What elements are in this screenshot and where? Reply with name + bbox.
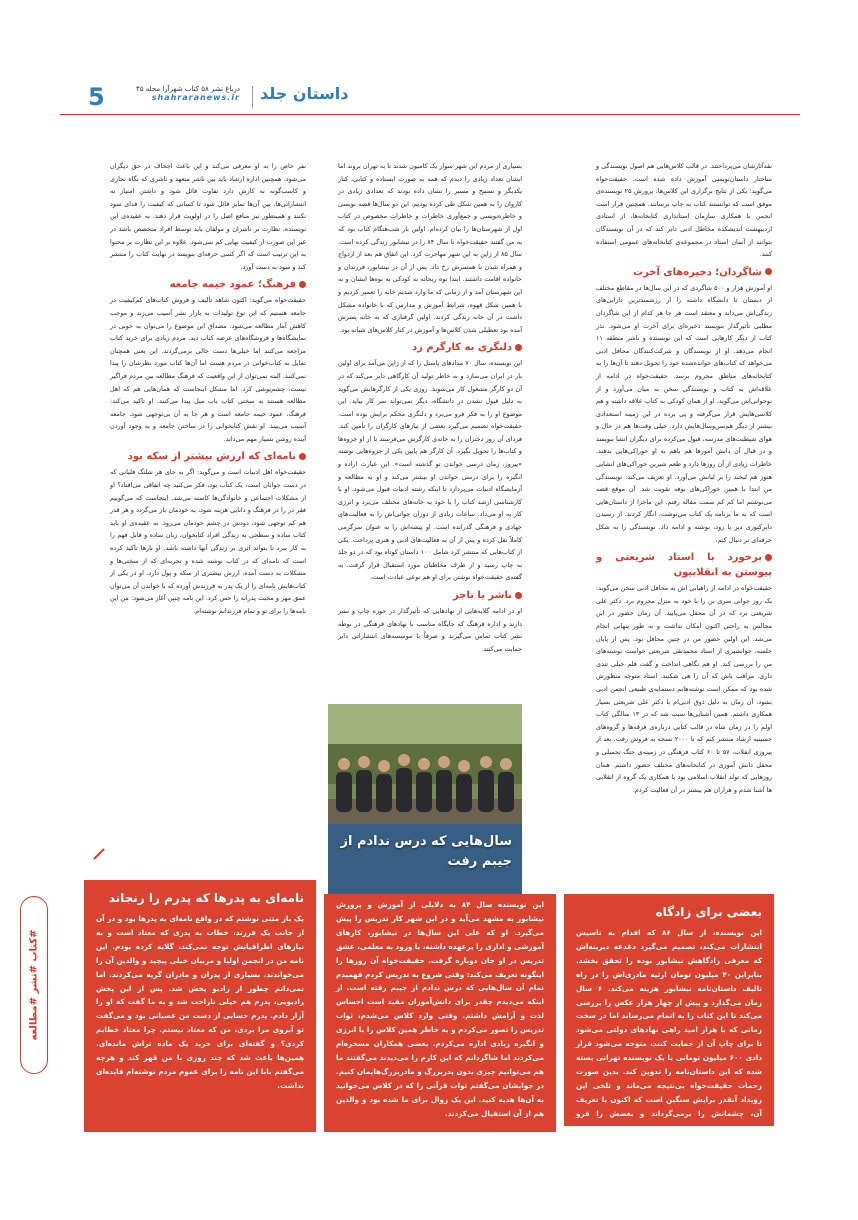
bullet-icon	[765, 554, 772, 561]
subheading: ناشر یا تاجر	[338, 588, 522, 603]
photo-caption: سال‌هایی که درس ندادم از جیبم رفت	[340, 834, 512, 869]
subheading: دلنگری به کارگرم زد	[338, 340, 522, 355]
publication-info	[120, 85, 240, 102]
header-divider	[252, 86, 253, 108]
paragraph: حقیقت‌خواه در ادامه از راهیابی اش به محافل ادبی سخن می‌گوید: یک روز جوانی سری بن را با خود به منزل محروم برد. دکتر علی شریعتی برد که در آن محفل می‌پایید. آن زمان حضور در این مجالس به راحتی اکنون امکان نداشت و به طور پنهانی انجام می‌شد. این اولین حضور من در چنین محافل بود. پس از پایان جلسه، جوانشیری از استاد محمدتقی شریعتی خواست نوشته‌های من را بررسی کند. او هم نگاهی انداخت و گفت قلم خیلی تندی داری. مراقب باش که آن را هی شکنند. استاد متوجه منظورش شده بود که ممکن است نوشته‌هایم دستمایه‌ی طبیعی انجمن ادبی بشود. آن زمان به دلیل ذوق ادبی‌ام با دکتر علی شریعتی بسیار همکاری داشتم. همین آشنایی‌ها سبب شد که در ۱۳ سالگی کتاب اولم را در زمان شاه در قالب کتابی درباره‌ی فرقه‌ها و گروه‌های حسینیه ارشاد منتشر کنم که تا ۲۰۰۰ نسخه به فروش رفت. بعد از پیروزی انقلاب، ۵۷ تا ۶۰ کتاب فرهنگی در زمینه‌ی جنگ تحمیلی و محفل دانش آموزی در کتابخانه‌های مختلف حضور داشتم. همان روزهایی که تولد انقلاب اسلامی بود با همکاری یک گروه از انقلابی ها آشنا شدم و هزاران هم بیشتر در آن فعالیت کردم.	[596, 584, 772, 794]
website-link[interactable]: shahraranews.ir	[151, 93, 240, 102]
article-column-1	[596, 160, 772, 796]
page-number: 5	[88, 83, 105, 111]
sidebar-box-hometown	[564, 894, 774, 1132]
paragraph: او آموزش هزار و ۵۰۰ شاگردی که در این سال‌ها در مقاطع مختلف از دبستان تا دانشگاه داشته را از رزشمندترین دارایی‌های زندگی‌اش می‌داند و معتقد است هر جا هر کدام از این شاگردان مطلبی تأثیرگذار بنویسند ذخیره‌ای برای آخرت او می‌شود. نذر کتاب از دیگر کارهایی است که این نویسنده و ناشر منطقه ۱۱ انجام می‌دهد. او از نویسندگان و شرکت‌کنندگان محافل ادبی می‌خواهد که کتاب‌های خوانده‌شده خود را تحویل دهند تا آن‌ها را به کتابخانه‌های مناطق محروم برسد. حقیقت‌خواه در ادامه از علاقه‌اش به کتاب و نویسندگی سخن به میان می‌آورد و از نوجوانی‌اش می‌گوید. او از همان کودکی به کتاب علاقه داشته و هم کلاسی‌هایش قرار می‌گرفته و پی برده در این زمینه استعدادی بیشتر از دیگر هم‌سن‌وسال‌هایش دارد. خیلی وقت‌ها هم در حال و هوای شیطنت‌های مدرسه، قبول می‌کرده برای دیگران انشا بنویسد و در قبال آن دانش آموزها هم با‌هم به او خوراکی‌هایی بدهند. خاطرات زیادی از آن روزها دارد و طعم شیرین خوراکی‌های انشایی هنوز هم لبخند را بر لبانش می‌آورد. او تعریف می‌کند: نویسندگی من ابتدا با همین خوراکی‌های بوفه تقویت شد. آن موقع قصه می‌نوشتم اما کم کم سمت مقاله رفتم. این ماجرا از داستان‌هایی است که به ما برنامه یک کتاب می‌نوشت. انگار کردند. از رسیدن دایرکتوری دیر یا زود، نوشته و ادامه داد. نویسندگی را به شکل حرفه‌ای تر دنبال کنم.	[596, 283, 773, 544]
page-header	[60, 78, 800, 115]
sidebar-box-teaching	[324, 894, 556, 1132]
sidebar-box-letter	[84, 880, 316, 1132]
box-text: این نویسنده، از سال ۸۶ که اقدام به تاسیس انتشارات می‌کند، تصمیم می‌گیرد دغدغه دیرینه‌اش که معرفی زادگاهش نیشابور بوده را تحقق بخشد. بنابراین ۴۰ میلیون تومان ارثیه مادری‌اش را در راه تالیف داستان‌نامه نیشابور هزینه می‌کند. ۶ سال زمان می‌گذارد و پیش از چهار هزار عکس را بررسی می‌کند تا این کتاب را به اتمام می‌رساند اما در سخت زمانی که با هزار امید راهی نهادهای دولتی می‌شود تا برای چاپ آن از حمایت کنند، متوجه می‌شود قرار دادی ۶۰۰ میلیون تومانی با یک نویسنده تهرانی بسته شده که این داستان‌نامه را تدوین کند. بدین صورت زحمات حقیقت‌خواه بی‌نتیجه می‌ماند و تلخی این رویداد آنقدر برایش سنگین است که اکنون با تعریف آن، چشمانش را برمی‌گرداند و بغضش را فرو می‌خورد.	[576, 928, 762, 1132]
bullet-icon	[299, 281, 306, 288]
box-title: بعضی برای زادگاه	[655, 905, 762, 919]
subheading: شاگردان؛ ذخیره‌های آخرت	[596, 265, 772, 280]
article-column-3	[110, 160, 306, 618]
article-column-2	[338, 160, 522, 655]
bullet-icon	[515, 592, 522, 599]
bullet-icon	[765, 268, 772, 275]
paragraph: نقدآثارشان می‌پرداختند. در قالب کلاس‌هایی هم اصول نویسندگی و ساختار داستان‌نویسی آموزش داده شده است. حقیقت‌خواه می‌گوید: یکی از نتایج برگزاری این کلاس‌ها، پرورش ۲۵ نویسنده‌ی موفق است که توانستند کتاب به چاپ برسانند. همچنین قرار است انجمن با همکاری سازمان استانداری کتابخانه‌ها، از استادی اردیبهشت اندیشکده مخاطل ادبی دایر کند که در آن نویسندگان بتوانند از آسان استاد در مجموعه‌ی کتابخانه‌های عمومی استفاده کنند.	[596, 162, 772, 259]
hashtag-tag: #کتاب #نشر #مطالعه	[20, 896, 48, 1074]
paragraph: این نویسنده، سال ۷۰ مدادهای پاستل را که از ژاپن می‌آمد برای اولین بار در ایران می‌سازد و به خاطر تولید آن کارگاهی دایر می‌کند که در آن دو کارگر مشغول کار می‌شوند. روزی یکی از کارگرهایش می‌گوید به دلیل قبول نشدن در دانشگاه، دیگر نمی‌تواند سر کار بیاید. این موضوع او را به فکر فرو می‌برد و دلنگری محکم برایش بوده است. حقیقت‌خواه تصمیم می‌گیرد بعضی از نیازهای کارگران را تأمین کند. فردای آن روز دختران را به خانه‌ی کارگرش می‌فرستد تا از او جزوه‌ها و کتاب‌ها را تحویل بگیرد. آن کارگر هم پایین یکی از جزوه‌هایی نوشته «پیروز، زمان درسی خواندن تو گذشته است». این عبارت اراده و انگیزه را برای درسی خواندن او بیشتر می‌کند و او به مطالعه و آزمایشگاه ادبیات می‌پردازد تا اینکه رشته ادبیات قبول می‌شود. او با کارشناسی ارشد کتاب را با خود به خانه‌های مختلف می‌برد و انرژی کار به او می‌داد. ساعات زیادی از دوران جوانی‌اش را به فعالیت‌های جهادی و فرهنگی گذرانده است. او پیشه‌اش را به عنوان سرگرمی کاملاً نقل کرده و پس از آن به فعالیت‌های ادبی و هنری پرداخت. یکی از کتاب‌هایی که منتشر کرد شامل ۱۰۰ داستان کوتاه بود که در دو جلد به چاپ رسید و از طرف مخاطبان مورد استقبال قرار گرفت. به گفته‌ی حقیقت‌خواه نوشتن برای او هم نوعی عبادت است.	[338, 359, 522, 582]
box-text: این نویسنده سال ۸۴ به دلایلی از آموزش و پرورش نیشابور به مشهد می‌آید و در این شهر کار تدریس را پیش می‌گیرد. او که علی این سال‌ها در نیشابور، کارهای آموزشی و اداری را برعهده داشته، با ورود به معلمی، عشق تدریس در او جان دوباره گرفت. حقیقت‌خواه آن روزها را اینگونه تعریف می‌کند: وقتی شروع به تدریس کردم فهمیدم تمام آن سال‌هایی که درس ندادم از جیبم رفته است. از اینکه می‌دیدم چقدر برای دانش‌آموزان مفید است احساس لذت و آرامش داشتم. وقتی وارد کلاس می‌شدم، ثواب تدریس را تصور می‌کردم و به خاطر همین کلاس را با انرژی و انگیزه زیادی اداره می‌کردم. بعضی همکاران مسخره‌ام می‌کردند اما شاگردانم که این کارم را می‌دیدند می‌گفتند ما هم می‌توانیم چیزی بدون پدربزرگ و مادربزرگ‌هایمان کنیم. در جوابشان می‌گفتم ثواب قرآنی را که در کلاس می‌خوانید به آن‌ها هدیه کنید. این یک روال برای ما شده بود و والدین هم از آن استقبال می‌کردند.	[336, 900, 544, 1118]
paragraph: حقیقت‌خواه می‌گوید: اکنون شاهد تألیف و فروش کتاب‌های کم‌کیفیت در جامعه هستیم که این نوع تولیدات به بازار نشر آسیب می‌زند و موجب کاهش آمار مطالعه می‌شود. مصداق این موضوع را می‌توان به خوبی در نمایشگاه‌ها و فروشگاه‌های عرضه کتاب دید. مردم زیادی برای خرید کتاب مراجعه می‌کنند اما خیلی‌ها دست خالی برمی‌گردند. این یعنی همچنان تمایل به کتاب‌خوانی در مردم هست اما آن‌ها کتاب مورد نظرشان را پیدا نمی‌کنند. البته نمی‌توان از این واقعیت که فرهنگ مطالعه بین مردم فراگیر نیست، چشم‌پوشی کرد. اما مشکل اینجاست که همان‌هایی هم که اهل مطالعه هستند به سختی کتاب باب میل پیدا می‌کنند. او تاکید می‌کند: فرهنگ، عمود خیمه جامعه است و هر جا به آن بی‌توجهی شود، جامعه آسیب می‌بیند. او نقش کتابخوانی را در ساختن جامعه و به وجود آوردن آینده روشن بسیار مهم می‌داند.	[110, 296, 306, 443]
subheading: برخورد با استاد شریعتی و پیوستن به انقلابیون	[596, 552, 772, 579]
bullet-icon	[299, 453, 306, 460]
top-margin	[0, 0, 858, 52]
subheading: فرهنگ؛ عمود خیمه جامعه	[110, 277, 306, 292]
end-mark-icon	[92, 848, 106, 860]
bullet-icon	[515, 344, 522, 351]
box-title: نامه‌ای به پدرها که پدرم را رنجاند	[108, 891, 304, 905]
section-title: داستان جلد	[260, 84, 349, 103]
box-text: یک بار متنی نوشتم که در واقع نامه‌ای به پدرها بود و در آن از جانب یک فرزند، خطاب به پدری که معتاد است و به نیازهای اطرافیانش توجه نمی‌کند، گلایه کرده بودم. این نامه من در انجمن اولیا و مربیان خیلی پیچید و والدین آن را می‌خواندند. بسیاری از پدران و مادران گریه می‌کردند. اما نمی‌دانم چطور از راديو پخش شد. پس از این پخش رادیویی، پدرم هم خیلی ناراحت شد و به ما گفت که او را آزار دادم. پدرم حسابی از دست من عصبانی بود و می‌گفت تو آبروی مرا بردی، من که معتاد نیستم. چرا معتاد خطابم کردی؟ و گفته‌ای برای خرید یک ماده تراش مانده‌ای. همین‌ها باعث شد که چند روزی با من قهر کند و هرچه می‌گفتم بابا این نامه را برای عموم مردم نوشته‌ام فایده‌ای نداشت.	[96, 914, 304, 1090]
subheading: نامه‌ای که ارزش بیشتر از سکه بود	[110, 449, 306, 464]
paragraph: نفر خاص را به او معرفی می‌کند و این باعث اجحاف در حق دیگران می‌شود. همچنین اداره ارشاد باید بین ناشر متعهد و ناشری که نگاه تجاری و کاسب‌گونه به کارش دارد تفاوت قائل شود و داشتن امتیاز به انتشاراتی‌ها، بین آن‌ها تمایز قائل شود تا کسانی که کیفیت را فدای سود نکنند و همینطور نیز منافع اصل را در اولویت قرار دهند. به عقیده‌ی این نویسنده، نظارت بر ناشران و مولفان باید توسط افراد متخصص باشد در غیر این صورت از کیفیت نهایی کم نمی‌شود. علاوه بر این نظارت بر محتوا به این ترتیب است که اگر کسی حرفه‌ای بنویسد در نهایت کتاب را منتشر کند و سود به دست آورد.	[110, 162, 306, 271]
paragraph: حقیقت‌خواه اهل ادبیات است و می‌گوید: اگر به جای هر شلنگ قلیانی که در دست جوانان است، یک کتاب بود، فکر می‌کنید چه اتفاقی می‌افتاد؟ او از مشکلات اجتماعی و خانوادگی‌ها کاسته می‌شد. اینجاست که می‌گوییم فقر در را در فرهنگ و دانایی هزینه شود، به خودمان باز می‌گردد و هر قدر هم کم توجهی شود، دودش در چشم خودمان می‌رود. به عقیده‌ی او باید کتاب ساده و سطحی به زندگی افراد کتابخوان، زبان ساده و قابل فهم را به کار ببرد تا بتواند اثری بر زندگی آنها داشته باشد. او بارها تأکید کرده است که نامه‌ای که در کتاب نوشته شده و تجربه‌ای که از سختی‌ها و مشکلات به دست آمده، ارزش بیشتری از سکه و پول دارد. او در یکی از کتاب‌هایش نامه‌ای را از یک پدر به فرزندش آورده که با خواندن آن می‌توان عمق مهر و محبت پدرانه را حس کرد. این نامه چنین آغاز می‌شود: من این نامه‌ها را برای تو و تمام فرزندانم نوشته‌ام.	[110, 468, 306, 615]
paragraph: بسیاری از مردم این شهر سوار یک کامیون شدند تا به تهران بروند اما ایشان تعداد زیادی را دیدم که همه به صورت ایستاده و کتابی، کنار یکدیگر و تسبیح و مسیر را نشان داده بودند که تعدادی زیادی در کاروان را به همین شکل طی کرده بودیم. این دو سال‌ها قصه نویسی و خاطره‌نویسی و جمع‌آوری خاطرات و خاطرات مخصوص در کتاب اول از شهرستان‌ها را بیان کرده‌ام. اولین بار شب‌هنگام کتاب بود که به من گفتند حقیقت‌خواه تا سال ۸۴ را در نیشابور زندگی کرده است. سال ۸۵ از ژاپن به این شهر مهاجرت کرد. این اتفاق هم بعد از ازدواج و همراه شدن با همسرش رخ داد. پس از آن در نیشابور، فرزندان و خانواده اقامت داشتند. ابتدا نوه ریحانه به کودکی به نوه‌ها ایشان و به این شهرستان آمد و از زمانی که ما وارد شدیم خانه را تعمیر کردیم و با همین شکل قهوه، شرایط آموزش و مدارس که با خانواده مشکل داشت در آن خانه زندگی کردند. اولین گرفتاری که به خانه پسرش آمده بود تعطیلی شدن کلاس‌ها و آموزش در کنار کلاس‌های شبانه بود.	[338, 162, 522, 334]
publication-line: درباغ نشر ۵۸ کتاب شهرآرا محله ۴۵	[136, 85, 240, 93]
paragraph: او در ادامه گلایه‌هایی از نهادهایی که تأثیرگذار در حوزه چاپ و نشر دارند و اداره فرهنگ که جایگاه مناسب با نهادهای فرهنگی در بوطه نشر کتاب تماس می‌گیرند و صرفاً با موسسه‌های انتشاراتی دایر حمایت می‌کنند.	[338, 607, 522, 653]
